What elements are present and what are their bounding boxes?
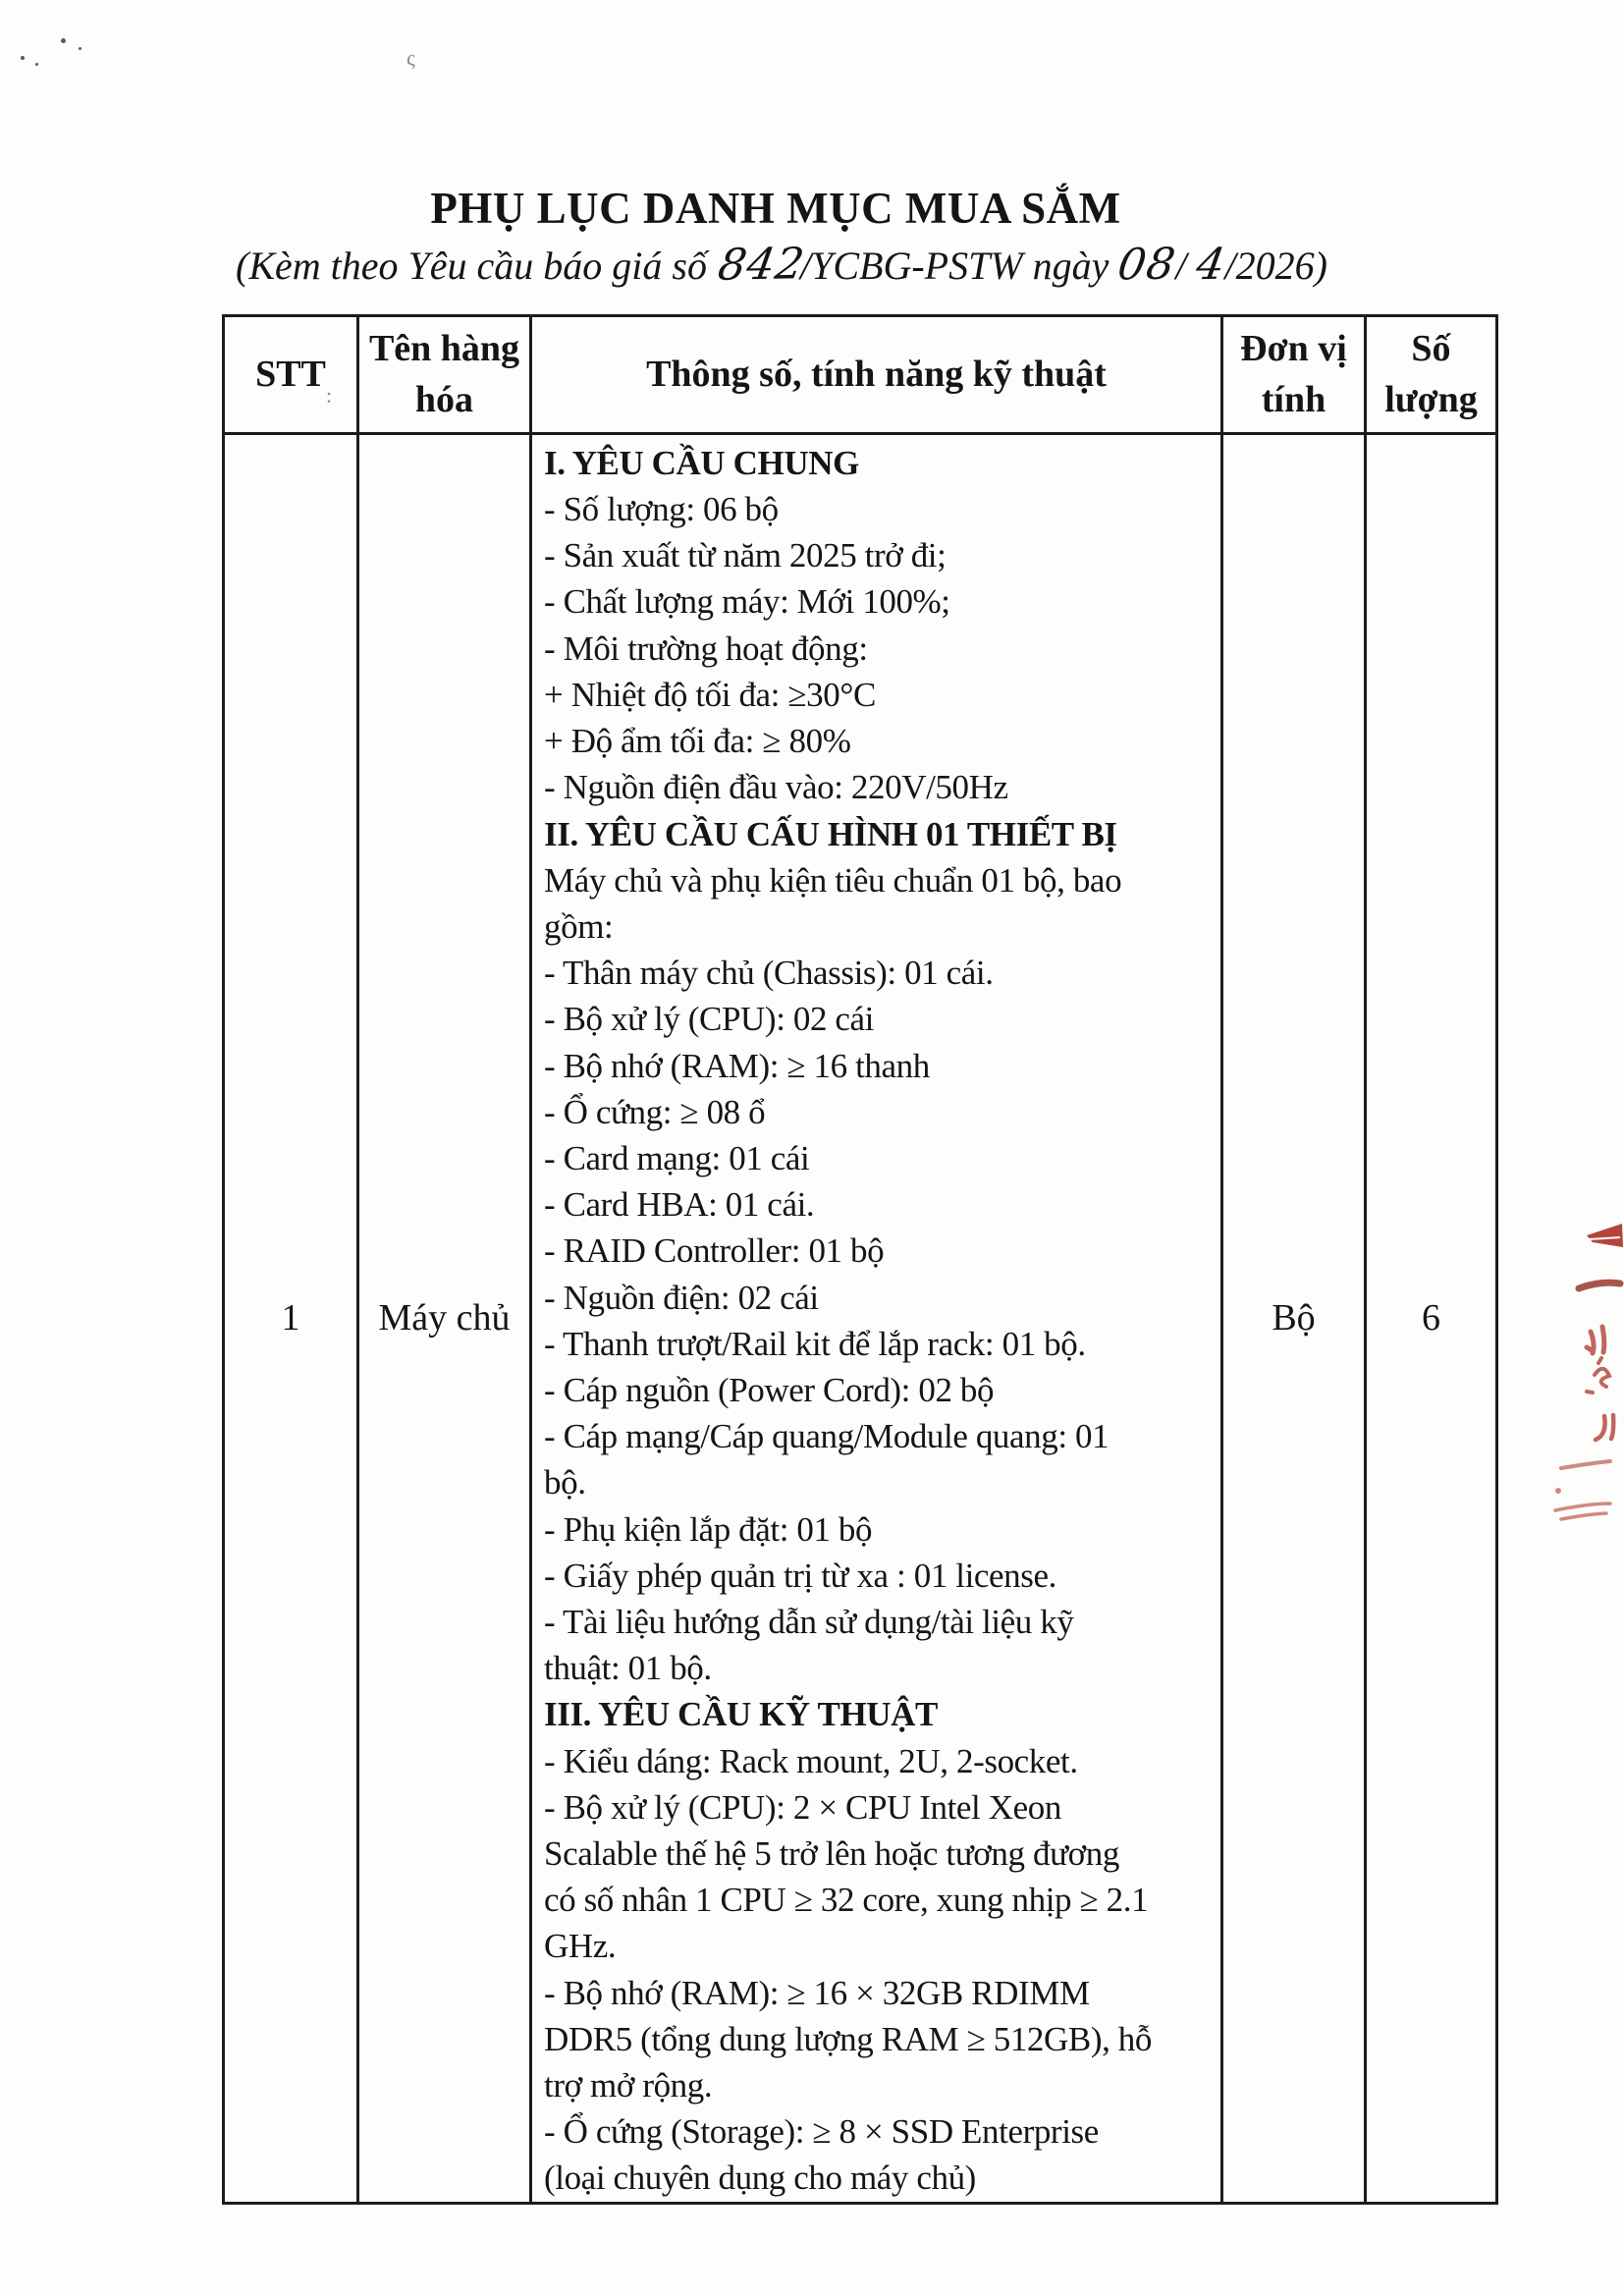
spec-line: - Tài liệu hướng dẫn sử dụng/tài liệu kỹ bbox=[544, 1602, 1074, 1641]
subtitle-text: (Kèm theo Yêu cầu báo giá số bbox=[236, 244, 717, 288]
spec-line: - Chất lượng máy: Mới 100%; bbox=[544, 582, 950, 622]
column-header-thong-so: Thông số, tính năng kỹ thuật bbox=[531, 316, 1222, 434]
spec-line: - Thân máy chủ (Chassis): 01 cái. bbox=[544, 954, 994, 993]
spec-line: có số nhân 1 CPU ≥ 32 core, xung nhịp ≥ 2.1 bbox=[544, 1881, 1149, 1920]
cell-ten-hang-hoa: Máy chủ bbox=[358, 433, 531, 2203]
page-title: PHỤ LỤC DANH MỤC MUA SẮM bbox=[430, 184, 1121, 233]
spec-line: - Cáp nguồn (Power Cord): 02 bộ bbox=[544, 1370, 995, 1409]
spec-line: - Ổ cứng (Storage): ≥ 8 × SSD Enterprise bbox=[544, 2112, 1099, 2152]
scan-speck bbox=[21, 56, 25, 60]
spec-line: thuật: 01 bộ. bbox=[544, 1649, 712, 1688]
subtitle-text: /2026) bbox=[1224, 244, 1327, 288]
page-subtitle bbox=[0, 240, 1563, 290]
spec-line: - Bộ nhớ (RAM): ≥ 16 thanh bbox=[544, 1046, 930, 1085]
spec-line: - Số lượng: 06 bộ bbox=[544, 490, 779, 529]
spec-line: - Sản xuất từ năm 2025 trở đi; bbox=[544, 536, 947, 575]
spec-line: trợ mở rộng. bbox=[544, 2065, 713, 2105]
spec-line: - Kiểu dáng: Rack mount, 2U, 2-socket. bbox=[544, 1741, 1078, 1780]
spec-line: GHz. bbox=[544, 1927, 617, 1966]
column-header-so-luong: Số lượng bbox=[1366, 316, 1497, 434]
scan-mark: : bbox=[326, 383, 333, 408]
spec-line: bộ. bbox=[544, 1463, 586, 1503]
spec-line: - Phụ kiện lắp đặt: 01 bộ bbox=[544, 1509, 873, 1549]
spec-line: (loại chuyên dụng cho máy chủ) bbox=[544, 2159, 976, 2198]
cell-don-vi-tinh: Bộ bbox=[1222, 433, 1366, 2203]
column-header-don-vi-tinh: Đơn vị tính bbox=[1222, 316, 1366, 434]
spec-line: DDR5 (tổng dung lượng RAM ≥ 512GB), hỗ bbox=[544, 2019, 1153, 2058]
column-header-ten-hang-hoa: Tên hàng hóa bbox=[358, 316, 531, 434]
column-header-stt: STT bbox=[224, 316, 358, 434]
spec-line: gồm: bbox=[544, 906, 614, 946]
spec-line: - Cáp mạng/Cáp quang/Module quang: 01 bbox=[544, 1417, 1110, 1456]
subtitle-text: / bbox=[1175, 244, 1197, 288]
spec-line: - Nguồn điện: 02 cái bbox=[544, 1278, 819, 1317]
subtitle-text: /YCBG-PSTW ngày bbox=[799, 244, 1119, 288]
spec-line: - Card HBA: 01 cái. bbox=[544, 1185, 815, 1225]
table-header-row bbox=[224, 316, 1497, 434]
spec-line: - Thanh trượt/Rail kit để lắp rack: 01 bộ. bbox=[544, 1324, 1086, 1363]
spec-line: - Môi trường hoạt động: bbox=[544, 629, 868, 668]
handwritten-month: 4 bbox=[1192, 239, 1229, 291]
spec-line: Máy chủ và phụ kiện tiêu chuẩn 01 bộ, bao bbox=[544, 860, 1122, 900]
spec-line: III. YÊU CẦU KỸ THUẬT bbox=[544, 1695, 938, 1734]
spec-line: - Nguồn điện đầu vào: 220V/50Hz bbox=[544, 768, 1008, 807]
spec-line: + Độ ẩm tối đa: ≥ 80% bbox=[544, 722, 851, 761]
scan-speck bbox=[61, 38, 66, 43]
spec-list bbox=[531, 433, 1222, 2203]
spec-line: + Nhiệt độ tối đa: ≥30°C bbox=[544, 675, 876, 714]
spec-line: - Giấy phép quản trị từ xa : 01 license. bbox=[544, 1556, 1056, 1595]
handwritten-day: 08 bbox=[1114, 239, 1180, 291]
spec-line: II. YÊU CẦU CẤU HÌNH 01 THIẾT BỊ bbox=[544, 814, 1117, 853]
spec-line: I. YÊU CẦU CHUNG bbox=[544, 443, 859, 482]
cell-stt: 1 bbox=[224, 433, 358, 2203]
spec-line: - Bộ nhớ (RAM): ≥ 16 × 32GB RDIMM bbox=[544, 1973, 1090, 2012]
handwritten-doc-number: 842 bbox=[714, 239, 809, 291]
spec-line: - Ổ cứng: ≥ 08 ổ bbox=[544, 1092, 766, 1131]
cell-so-luong: 6 bbox=[1366, 433, 1497, 2203]
scan-speck bbox=[35, 63, 38, 66]
spec-line: - Bộ xử lý (CPU): 02 cái bbox=[544, 1000, 875, 1039]
red-pen-marks bbox=[1543, 1216, 1624, 1540]
spec-line: - Bộ xử lý (CPU): 2 × CPU Intel Xeon bbox=[544, 1787, 1061, 1827]
spec-line: - Card mạng: 01 cái bbox=[544, 1138, 810, 1177]
spec-line: Scalable thế hệ 5 trở lên hoặc tương đương bbox=[544, 1833, 1119, 1873]
spec-line: - RAID Controller: 01 bộ bbox=[544, 1231, 885, 1271]
table-row bbox=[224, 433, 1497, 2203]
scan-speck bbox=[79, 47, 81, 50]
procurement-table bbox=[222, 314, 1498, 2205]
scan-mark: ς bbox=[406, 45, 415, 70]
